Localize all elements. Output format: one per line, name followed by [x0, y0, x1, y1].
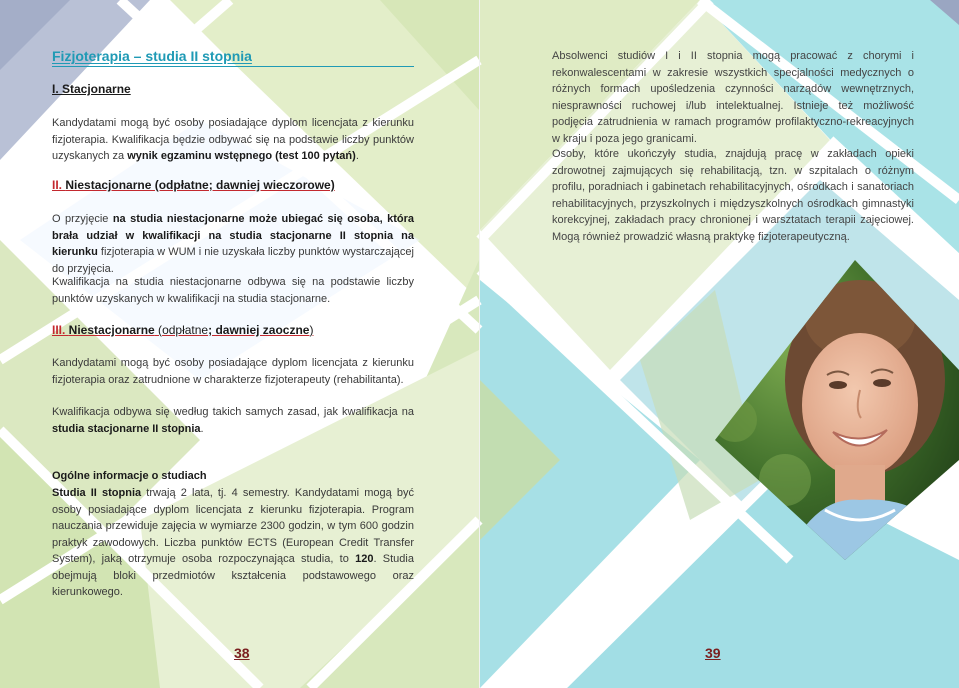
section-3-paren-close: )	[309, 323, 314, 337]
info-text-d: . Studia obejmują bloki przedmiotów kształcenia podstawowego oraz kierunkowego.	[52, 553, 414, 598]
section-2-heading	[52, 178, 335, 192]
page-number-left: 38	[234, 645, 250, 661]
info-text-b: trwają 2 lata, tj. 4 semestry. Kandydatami mogą być osoby posiadające dyplom licencjata z kierunku fizjoterapia. Program nauczania przewiduje zajęcia w wymiarze 2300 godzin, w tym 600 godzin praktyk zawodowych. Liczba punktów ECTS (European Credit Transfer System), jaką otrzymuje osoba rozpoczynająca studia, to	[52, 487, 414, 565]
section-3-paragraph-2	[52, 404, 414, 437]
section-3-prefix: III.	[52, 323, 69, 337]
info-ects-number: 120	[355, 553, 374, 565]
section-1-paragraph	[52, 115, 414, 165]
section-1-text: Kandydatami mogą być osoby posiadające dyplom licencjata z kierunku fizjoterapia. Kwalifikacja będzie odbywać się na podstawie liczby punktów uzyskanych za	[52, 117, 414, 162]
info-studia-bold: Studia II stopnia	[52, 487, 142, 499]
page-number-right: 39	[705, 645, 721, 661]
left-page	[0, 0, 479, 688]
section-2-title: Niestacjonarne (odpłatne; dawniej wieczorowe)	[65, 178, 335, 192]
section-2-text-c: fizjoterapia w WUM i nie uzyskała liczby punktów wystarczającej do przyjęcia.	[52, 246, 414, 275]
section-3-paragraph: Kandydatami mogą być osoby posiadające dyplom licencjata z kierunku fizjoterapia oraz zatrudnione w charakterze fizjoterapeuty (rehabilitanta).	[52, 357, 414, 386]
info-paragraph	[52, 485, 414, 601]
section-3-title-normal: odpłatne	[162, 323, 209, 337]
section-2-text-bold: na studia niestacjonarne może ubiegać się osoba, która brała udział w kwalifikacji na studia stacjonarne II stopnia na kierunku	[52, 213, 414, 258]
section-1-end: .	[355, 150, 359, 162]
woman-portrait-photo	[715, 260, 959, 560]
section-3-text-bold: studia stacjonarne II stopnia	[52, 422, 201, 435]
section-1-exam-bold: wynik egzaminu wstępnego (test 100 pytań)	[127, 150, 356, 162]
section-2-paragraph-2: Kwalifikacja na studia niestacjonarne odbywa się na podstawie liczby punktów uzyskanych w kwalifikacji na studia stacjonarne.	[52, 276, 414, 305]
section-3-paren-open: (	[154, 323, 163, 337]
page-title: Fizjoterapia – studia II stopnia	[52, 48, 414, 67]
section-3-heading	[52, 323, 313, 337]
section-3-text-c: .	[200, 422, 204, 435]
section-1-heading: I. Stacjonarne	[52, 82, 131, 96]
section-2-text-a: O przyjęcie	[52, 213, 113, 225]
section-3-text-a: Kwalifikacja odbywa się według takich samych zasad, jak kwalifikacja na	[52, 406, 414, 418]
right-paragraph-1: Absolwenci studiów I i II stopnia mogą pracować z chorymi i rekonwalescentami w zakresie wszystkich specjalności medycznych o różnych formach upośledzenia czynności narządów wewnętrznych, niesprawności ruchowej i/lub intelektualnej. Istnieje też możliwość podjęcia zatrudnienia w ramach programów profilaktyczno-rekreacyjnych w kraju i poza jego granicami.	[552, 50, 914, 145]
info-heading: Ogólne informacje o studiach	[52, 470, 207, 482]
right-paragraph-2: Osoby, które ukończyły studia, znajdują pracę w zakładach opieki zdrowotnej zajmujących się rehabilitacją, tzn. w szpitalach o różnym profilu, poradniach i gabinetach rehabilitacyjnych, ośrodkach i sanatoriach rehabilitacyjnych, przyszkolnych i międzyszkolnych ośrodkach gimnastyki korekcyjnej, zakładach pracy chronionej i warsztatach terapii zajęciowej. Mogą również prowadzić własną praktykę fizjoterapeutyczną.	[552, 148, 914, 243]
section-2-paragraph	[52, 211, 414, 277]
section-3-title-bold-2: ; dawniej zaoczne	[208, 323, 310, 337]
section-2-prefix: II.	[52, 178, 66, 192]
section-3-title-bold: Niestacjonarne	[68, 323, 155, 337]
